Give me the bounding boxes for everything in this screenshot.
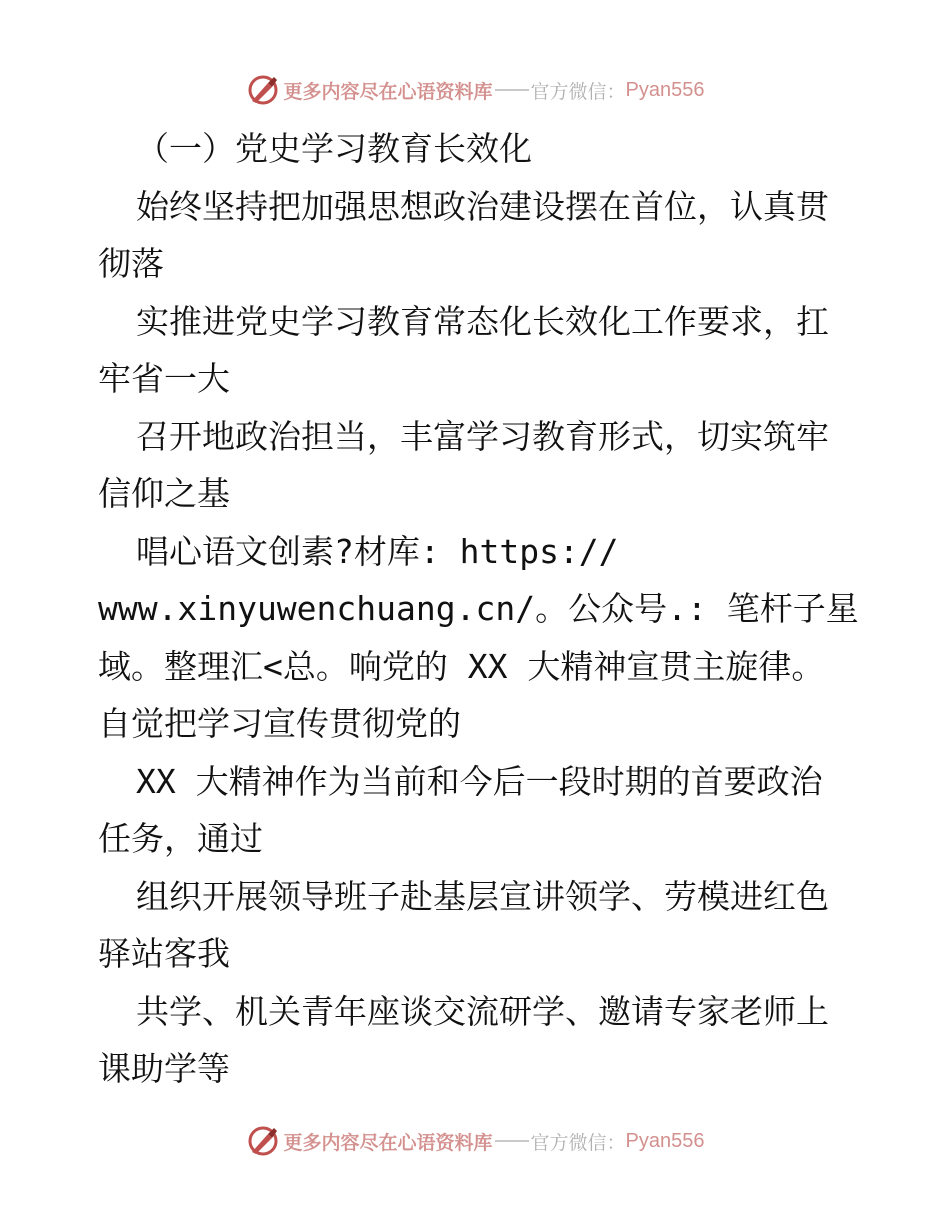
paragraph-line: 牢省一大 <box>98 359 230 398</box>
paragraph-line: 任务，通过 <box>98 819 263 858</box>
paragraph-line: XX 大精神作为当前和今后一段时期的首要政治 <box>136 761 823 801</box>
paragraph-line: 课助学等 <box>98 1049 230 1088</box>
section-heading: （一）党史学习教育长效化 <box>136 129 532 168</box>
paragraph-line: 自觉把学习宣传贯彻党的 <box>98 704 461 743</box>
paragraph-line: 实推进党史学习教育常态化长效化工作要求，扛 <box>136 301 829 341</box>
paragraph-line: 组织开展领导班子赴基层宣讲领学、劳模进红色 <box>136 876 829 916</box>
wechat-id: Pyan556 <box>625 1129 705 1152</box>
promo-text: 更多内容尽在心语资料库 <box>283 80 493 103</box>
paragraph-line: 域。整理汇<总。响党的 XX 大精神宣贯主旋律。 <box>98 646 825 686</box>
paragraph-line: www.xinyuwenchuang.cn/。公众号.: 笔杆子星 <box>98 589 859 628</box>
header-watermark-banner <box>0 70 950 110</box>
paragraph-line: 始终坚持把加强思想政治建设摆在首位，认真贯 <box>136 186 829 226</box>
divider-dash <box>495 1140 529 1142</box>
pen-logo-icon <box>246 73 280 107</box>
paragraph-line: 召开地政治担当，丰富学习教育形式，切实筑牢 <box>136 416 829 456</box>
paragraph-line: 唱心语文创素?材库: https:// <box>136 531 619 571</box>
wechat-label: 官方微信： <box>530 1131 626 1154</box>
wechat-label: 官方微信： <box>530 80 626 103</box>
paragraph-line: 驿站客我 <box>98 934 230 973</box>
footer-watermark-banner <box>0 1121 950 1161</box>
divider-dash <box>495 89 529 91</box>
pen-logo-icon <box>246 1124 280 1158</box>
promo-text: 更多内容尽在心语资料库 <box>283 1131 493 1154</box>
paragraph-line: 彻落 <box>98 244 164 283</box>
document-body <box>98 120 868 1098</box>
paragraph-line: 信仰之基 <box>98 474 230 513</box>
paragraph-line: 共学、机关青年座谈交流研学、邀请专家老师上 <box>136 991 829 1031</box>
wechat-id: Pyan556 <box>625 78 705 101</box>
